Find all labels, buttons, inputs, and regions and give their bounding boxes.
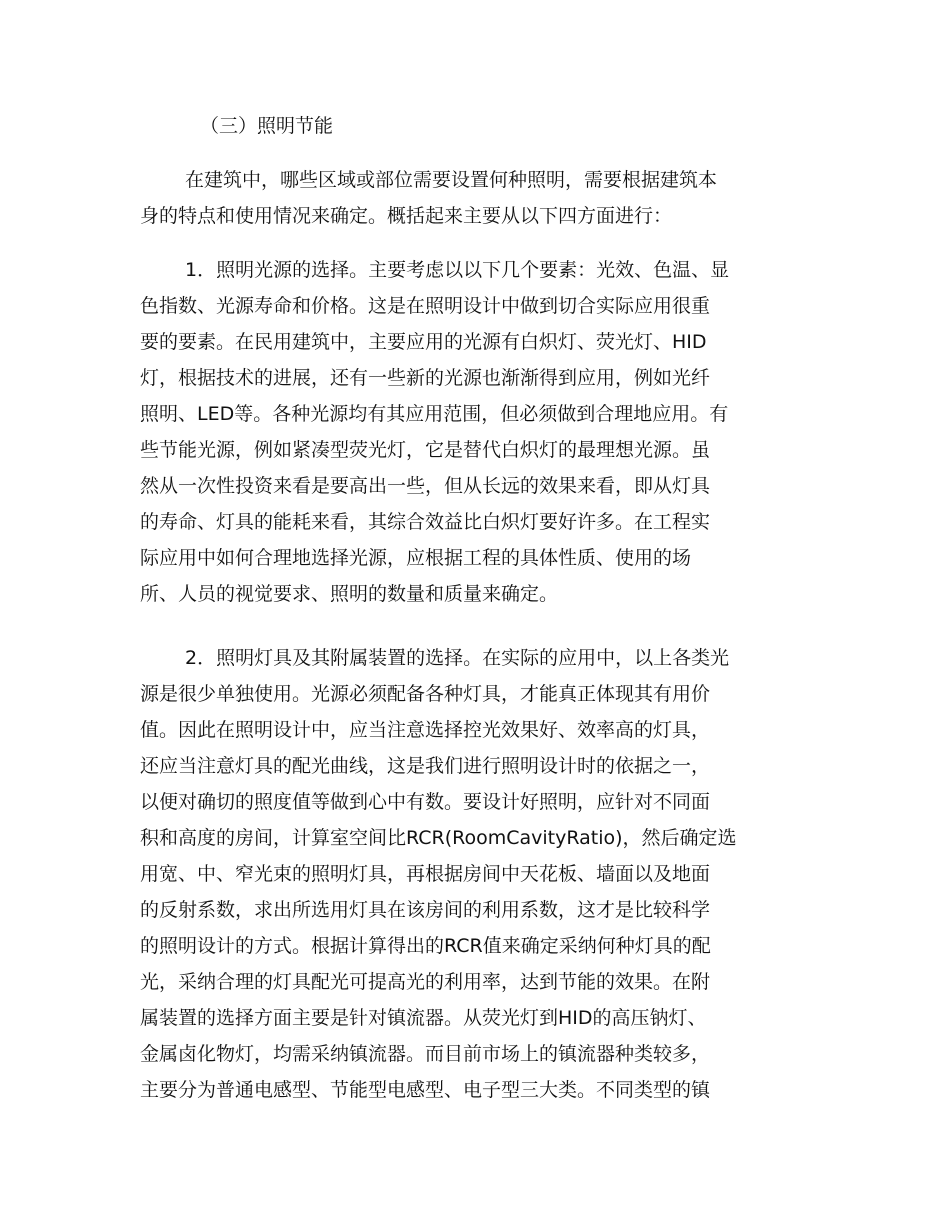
para1-line-1: 1．照明光源的选择。主要考虑以以下几个要素：光效、色温、显 [185,259,730,281]
para2-line-3: 值。因此在照明设计中，应当注意选择控光效果好、效率高的灯具， [140,719,711,741]
para2-line-7: 用宽、中、窄光束的照明灯具，再根据房间中天花板、墙面以及地面 [140,863,711,885]
para1-line-3: 要的要素。在民用建筑中，主要应用的光源有白炽灯、荧光灯、HID [140,331,707,353]
para2-line-9: 的照明设计的方式。根据计算得出的RCR值来确定采纳何种灯具的配 [140,935,711,957]
para1-line-4: 灯，根据技术的进展，还有一些新的光源也渐渐得到应用，例如光纤 [140,367,711,389]
para1-line-9: 际应用中如何合理地选择光源，应根据工程的具体性质、使用的场 [140,547,692,569]
para2-line-4: 还应当注意灯具的配光曲线，这是我们进行照明设计时的依据之一， [140,755,711,777]
para2-line-11: 属装置的选择方面主要是针对镇流器。从荧光灯到HID的高压钠灯、 [140,1007,707,1029]
intro-line-2: 身的特点和使用情况来确定。概括起来主要从以下四方面进行： [140,205,673,227]
para1-line-2: 色指数、光源寿命和价格。这是在照明设计中做到切合实际应用很重 [140,295,711,317]
para2-line-10: 光，采纳合理的灯具配光可提高光的利用率，达到节能的效果。在附 [140,971,711,993]
para1-line-8: 的寿命、灯具的能耗来看，其综合效益比白炽灯要好许多。在工程实 [140,511,711,533]
para1-line-5: 照明、LED等。各种光源均有其应用范围，但必须做到合理地应用。有 [140,403,729,425]
para1-line-7: 然从一次性投资来看是要高出一些，但从长远的效果来看，即从灯具 [140,475,711,497]
para2-line-1: 2．照明灯具及其附属装置的选择。在实际的应用中，以上各类光 [185,647,730,669]
para2-line-12: 金属卤化物灯，均需采纳镇流器。而目前市场上的镇流器种类较多， [140,1043,711,1065]
para1-line-6: 些节能光源，例如紧凑型荧光灯，它是替代白炽灯的最理想光源。虽 [140,439,711,461]
para2-line-13: 主要分为普通电感型、节能型电感型、电子型三大类。不同类型的镇 [140,1079,711,1101]
para2-line-8: 的反射系数，求出所选用灯具在该房间的利用系数，这才是比较科学 [140,899,711,921]
para2-line-5: 以便对确切的照度值等做到心中有数。要设计好照明，应针对不同面 [140,791,711,813]
para2-line-6: 积和高度的房间，计算室空间比RCR(RoomCavityRatio)，然后确定选 [140,827,737,849]
para2-line-2: 源是很少单独使用。光源必须配备各种灯具，才能真正体现其有用价 [140,683,711,705]
para1-line-10: 所、人员的视觉要求、照明的数量和质量来确定。 [140,583,559,605]
intro-line-1: 在建筑中，哪些区域或部位需要设置何种照明，需要根据建筑本 [185,169,718,191]
section-heading: （三）照明节能 [200,115,334,137]
